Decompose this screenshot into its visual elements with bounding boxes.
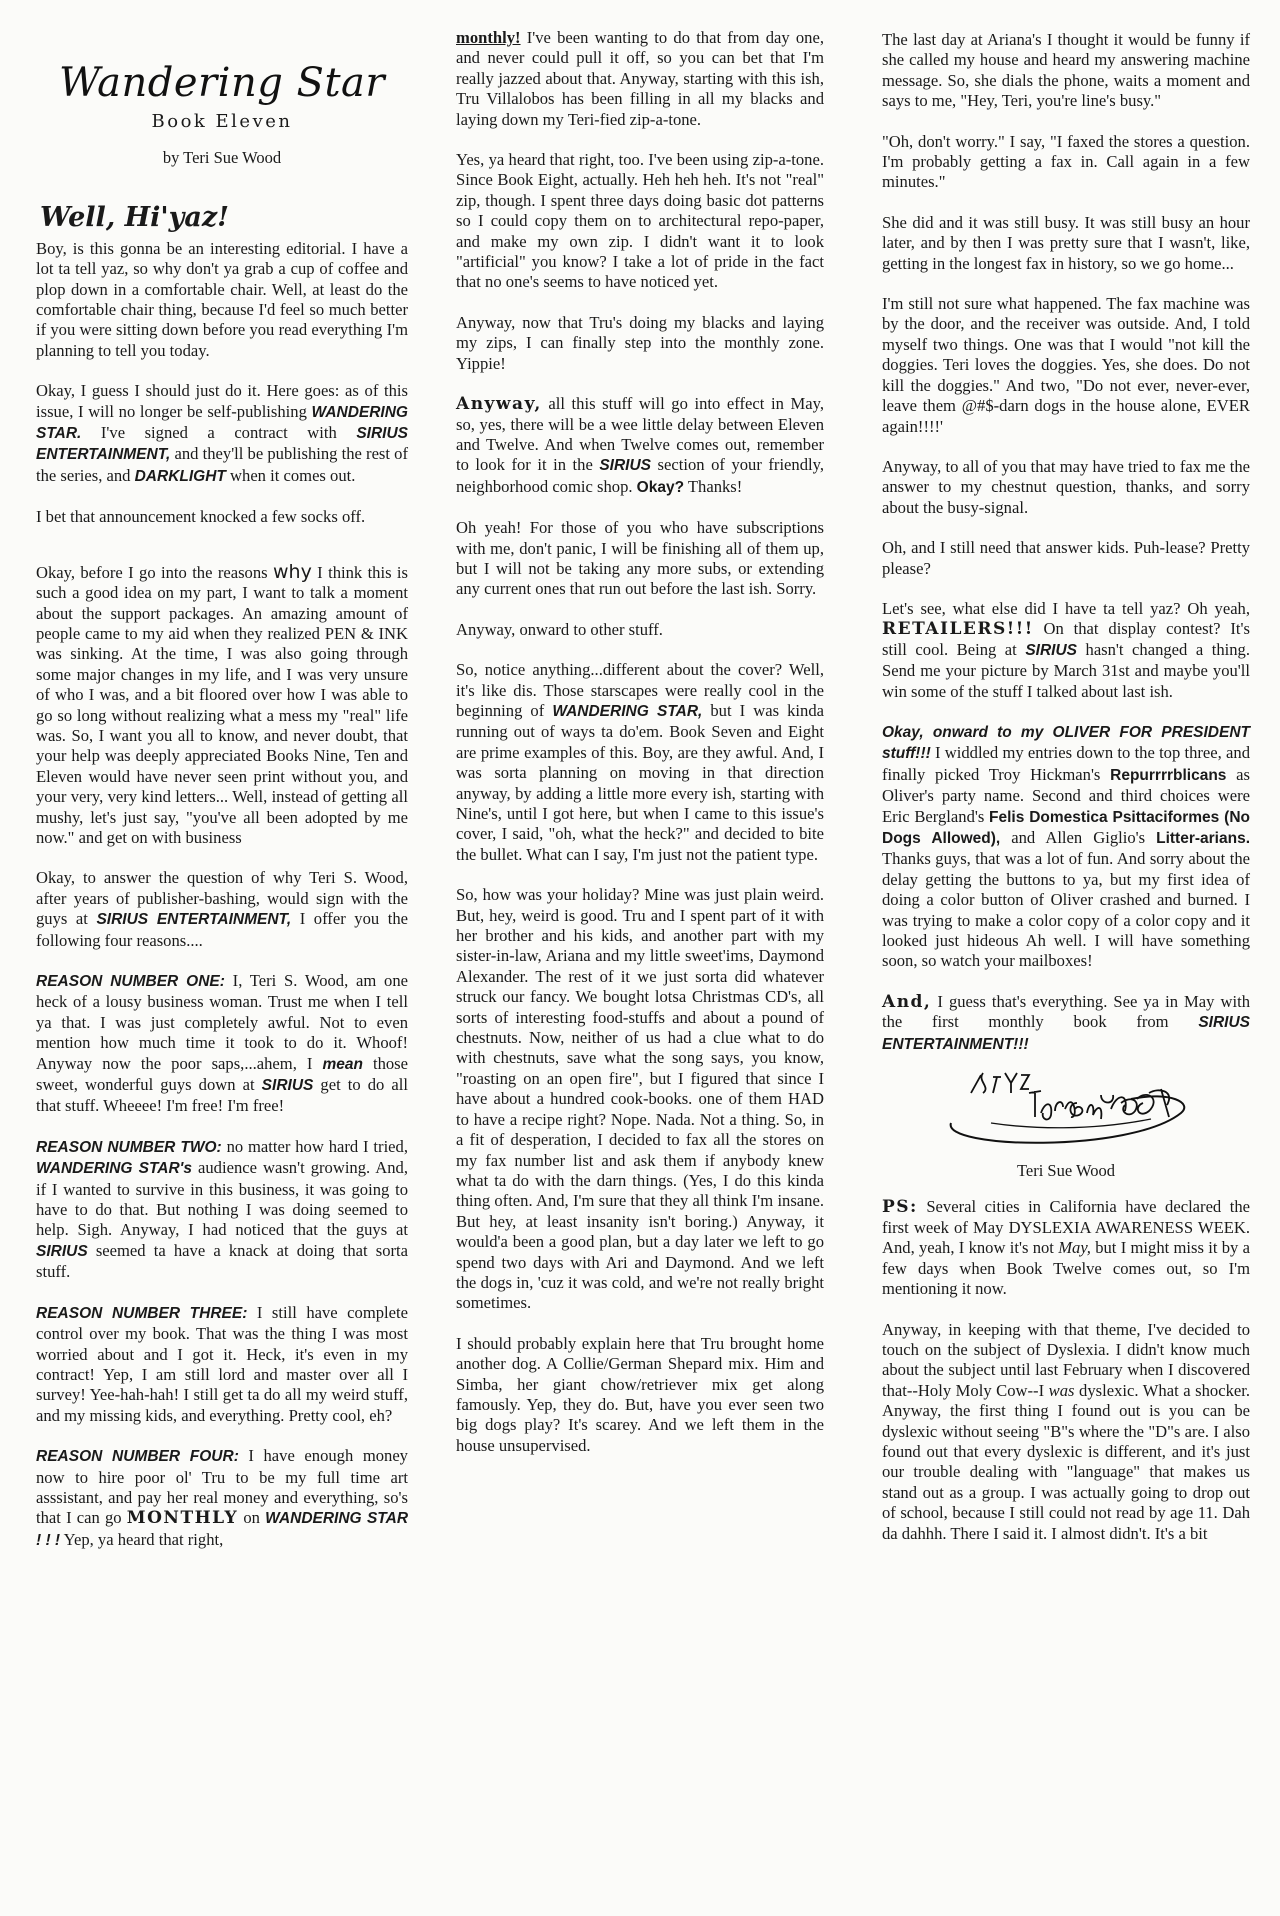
paragraph: So, notice anything...different about the cover? Well, it's like dis. Those starscapes were really cool in the beginning of WANDERING STAR, but I was kinda running out of ways ta do'em. Book Seven and Eight are prime examples of this. Boy, are they awful. And, I was sorta planning on moving in that direction anyway, by adding a little more every ish, starting with Nine's, until I got here, but when I came to this issue's cover, I said, "oh, what the heck?" and decided to bite the bullet. What can I say, I'm just not the patient type. [456, 660, 824, 864]
paragraph: Okay, onward to my OLIVER FOR PRESIDENT stuff!!! I widdled my entries down to the top three, and finally picked Troy Hickman's Repurrrrblicans as Oliver's party name. Second and third choices were Eric Bergland's Felis Domestica Psittaciformes (No Dogs Allowed), and Allen Giglio's Litter-arians. Thanks guys, that was a lot of fun. And sorry about the delay getting the buttons to ya, but my first idea of doing a color button of Oliver crashed and burned. I was trying to make a color copy of a color copy and it looked just hideous Ah well. I will have something soon, so watch your mailboxes! [882, 723, 1250, 971]
signature-scrawl-icon [931, 1063, 1201, 1159]
book-subtitle: Book Eleven [151, 111, 293, 132]
paragraph: So, how was your holiday? Mine was just plain weird. But, hey, weird is good. Tru and I spent part of it with her brother and his kids, and another part with my sister-in-law, Ariana and my little sweet'ims, Daymond Alexander. The rest of it we just sorta did whatever struck our fancy. We bought lotsa Christmas CD's, all sorts of interesting food-stuffs and about a pound of chestnuts. Now, neither of us had a clue what to do with chestnuts, save what the song says, you know, "roasting on an open fire", but I figured that since I have about a hundred cook-books. one of them HAD to have a recipe right? Nope. Nada. Not a thing. So, in a fit of desperation, I decided to fax all the stores on my fax number list and ask them if anybody knew what ta do with the darn things. (Yes, I do this kinda thing often. And, I'm sure that they all think I'm insane. But hey, at least insanity isn't boring.) Anyway, it would'a been a good plan, but a day later we left to go spend two days with Ari and Daymond. And we left the dogs in, 'cuz it was cold, and we're not really bright sometimes. [456, 885, 824, 1313]
greeting-heading: Well, Hi'yaz! [40, 201, 230, 233]
column-3 [882, 30, 1250, 1564]
paragraph: The last day at Ariana's I thought it would be funny if she called my house and heard my answering machine message. So, she dials the phone, waits a moment and says to me, "Hey, Teri, you're line's busy." [882, 30, 1250, 111]
paragraph: Okay, to answer the question of why Teri S. Wood, after years of publisher-bashing, would sign with the guys at SIRIUS ENTERTAINMENT, I offer you the following four reasons.... [36, 868, 408, 950]
signature [882, 1063, 1250, 1181]
paragraph: And, I guess that's everything. See ya in May with the first monthly book from SIRIUS ENTERTAINMENT!!! [882, 991, 1250, 1053]
column-1 [36, 60, 408, 1571]
paragraph: Okay, I guess I should just do it. Here goes: as of this issue, I will no longer be self-publishing WANDERING STAR. I've signed a contract with SIRIUS ENTERTAINMENT, and they'll be publishing the rest of the series, and DARKLIGHT when it comes out. [36, 381, 408, 485]
reason-four: REASON NUMBER FOUR: I have enough money now to hire poor ol' Tru to be my full time art asssistant, and pay her real money and everything, so's that I can go MONTHLY on WANDERING STAR ! ! ! Yep, ya heard that right, [36, 1446, 409, 1549]
paragraph: Oh, and I still need that answer kids. Puh-lease? Pretty please? [882, 538, 1250, 578]
byline: by Teri Sue Wood [162, 148, 282, 168]
paragraph: Anyway, onward to other stuff. [456, 619, 663, 639]
signature-name: Teri Sue Wood [1016, 1161, 1116, 1181]
reason-three: REASON NUMBER THREE: I still have complete control over my book. That was the thing I was most worried about and I got it. Heck, it's even in my contract! Yep, I am still lord and master over all I survey! Yee-hah-hah! I still get ta do all my weird stuff, and my missing kids, and everything. Pretty cool, eh? [36, 1302, 408, 1425]
paragraph: Anyway, in keeping with that theme, I've decided to touch on the subject of Dyslexia. I didn't know much about the subject until last February when I discovered that--Holy Moly Cow--I was dyslexic. What a shocker. Anyway, the first thing I found out is you can be dyslexic without seeing "B"s where the "D"s are. I also found out that every dyslexic is different, and it's just our trouble dealing with "language" that makes us stand out as a group. I was actually going to drop out of school, because I still could not read by age 11. Dah da dahhh. There I said it. I almost didn't. It's a bit [882, 1319, 1250, 1543]
paragraph: She did and it was still busy. It was still busy an hour later, and by then I was pretty sure that I wasn't, like, getting in the longest fax in history, so we go home... [882, 212, 1250, 273]
postscript: PS: Several cities in California have declared the first week of May DYSLEXIA AWARENESS WEEK. And, yeah, I know it's not May, but I might miss it by a few days when Book Twelve comes out, so I'm mentioning it now. [882, 1197, 1250, 1299]
paragraph: monthly! I've been wanting to do that from day one, and never could pull it off, so you can bet that I'm really jazzed about that. Anyway, starting with this ish, Tru Villalobos has been filling in all my blacks and laying down my Teri-fied zip-a-tone. [456, 28, 824, 129]
paragraph: Oh yeah! For those of you who have subscriptions with me, don't panic, I will be finishing all of them up, but I will not be taking any more subs, or extending any current ones that run out before the last ish. Sorry. [456, 518, 824, 599]
paragraph: Boy, is this gonna be an interesting editorial. I have a lot ta tell yaz, so why don't ya grab a cup of coffee and plop down in a comfortable chair. Well, at least do the comfortable chair thing, because I'd feel so much better if you were sitting down before you read everything I'm planning to tell you today. [36, 238, 408, 360]
reason-one: REASON NUMBER ONE: I, Teri S. Wood, am one heck of a lousy business woman. Trust me when I tell ya that. I was just completely awful. Not to even mention how much time it took to do it. Whoof! Anyway now the poor saps,...ahem, I mean those sweet, wonderful guys down at SIRIUS get to do all that stuff. Wheeee! I'm free! I'm free! [36, 971, 408, 1116]
paragraph: I should probably explain here that Tru brought home another dog. A Collie/German Shepard mix. Him and Simba, her giant chow/retriever mix get along famously. Yep, they do. But, have you ever seen two big dogs play? It's scarey. And we left them in the house unsupervised. [456, 1333, 824, 1455]
paragraph: Anyway, now that Tru's doing my blacks and laying my zips, I can finally step into the monthly zone. Yippie! [456, 312, 824, 373]
paragraph: Anyway, to all of you that may have tried to fax me the answer to my chestnut question, thanks, and sorry about the busy-signal. [882, 456, 1250, 517]
page-title: Wandering Star [59, 60, 385, 106]
reason-two: REASON NUMBER TWO: no matter how hard I tried, WANDERING STAR's audience wasn't growing. And, if I wanted to survive in this business, it was going to have to do that. But nothing I was doing seemed to help. Sigh. Anyway, I had noticed that the guys at SIRIUS seemed ta have a knack at doing that sorta stuff. [36, 1136, 408, 1282]
paragraph: I'm still not sure what happened. The fax machine was by the door, and the receiver was outside. And, I told myself two things. One was that I would "not kill the doggies. Teri loves the doggies. Yes, she does. Do not kill the doggies." And two, "Do not ever, never-ever, leave them @#$-darn dogs in the house alone, EVER again!!!!' [882, 294, 1250, 436]
title-block [36, 60, 408, 169]
paragraph: I bet that announcement knocked a few socks off. [36, 507, 366, 527]
paragraph: Anyway, all this stuff will go into effect in May, so, yes, there will be a wee little delay between Eleven and Twelve. And when Twelve comes out, remember to look for it in the SIRIUS section of your friendly, neighborhood comic shop. Okay? Thanks! [456, 394, 824, 496]
paragraph: Yes, ya heard that right, too. I've been using zip-a-tone. Since Book Eight, actually. Heh heh heh. It's not "real" zip, though. I spent three days doing basic dot patterns so I could copy them on to architectural repo-paper, and make my own zip. I didn't want it to look "artificial" you know? I take a lot of pride in the fact that no one's seems to have noticed yet. [456, 150, 824, 292]
column-2 [456, 28, 824, 1476]
paragraph: Let's see, what else did I have ta tell yaz? Oh yeah, RETAILERS!!! On that display contest? It's still cool. Being at SIRIUS hasn't changed a thing. Send me your picture by March 31st and maybe you'll win some of the stuff I talked about last ish. [882, 598, 1250, 701]
paragraph: Okay, before I go into the reasons why I think this is such a good idea on my part, I want to talk a moment about the support packages. An amazing amount of people came to my aid when they realized PEN & INK was sinking. At the time, I was also going through some major changes in my life, and I was very unsure of who I was, and a bit floored over how I was able to go so long without realizing what a mess my "real" life was. So, I want you all to know, and never doubt, that your help was deeply appreciated Books Nine, Ten and Eleven would have never seen print without you, and your very, very kind letters... Well, instead of getting all mushy, let's just say, "you've all been adopted by me now." and get on with business [36, 560, 408, 847]
paragraph: "Oh, don't worry." I say, "I faxed the stores a question. I'm probably getting a fax in. Call again in a few minutes." [882, 131, 1250, 192]
